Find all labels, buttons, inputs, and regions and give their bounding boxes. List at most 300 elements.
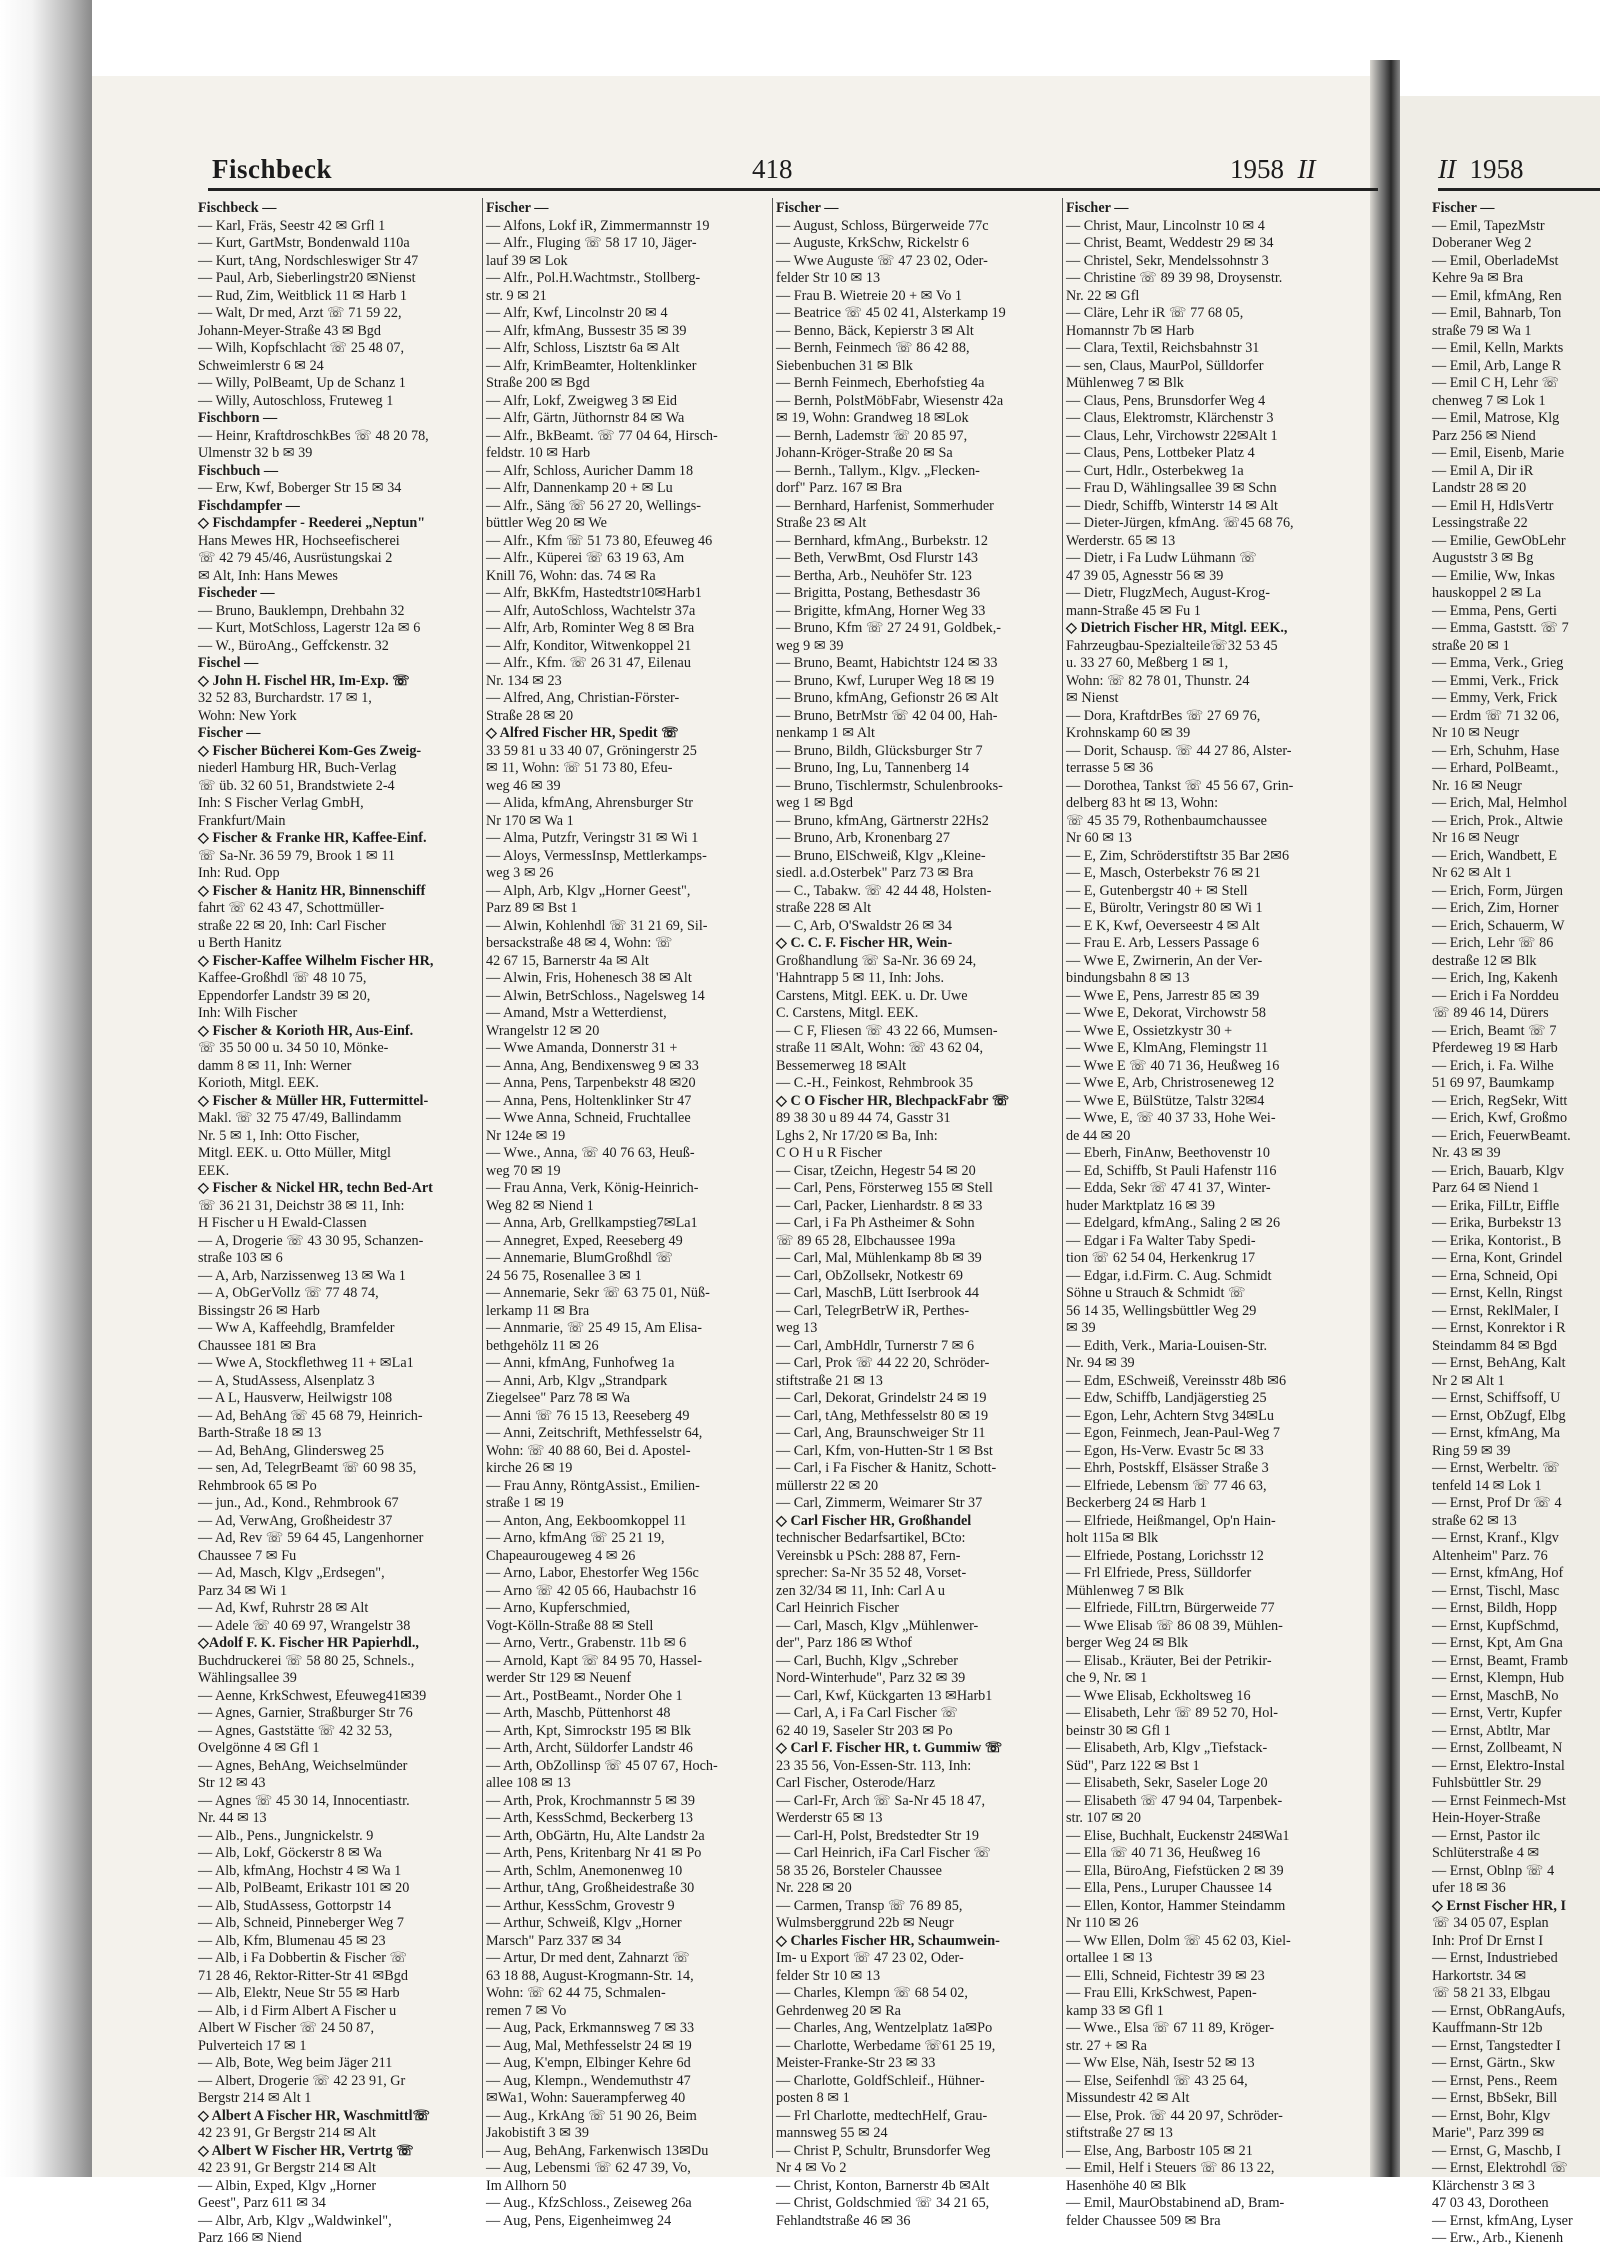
directory-entry-line: — Erich, Ing, Kakenh xyxy=(1432,970,1558,986)
directory-entry-line: Chaussee 181 ✉ Bra xyxy=(198,1337,316,1354)
directory-entry-line: — Bruno, Tischlermstr, Schulenbrooks- xyxy=(776,777,1003,794)
directory-entry-line: — Dietr, i Fa Ludw Lühmann ☏ xyxy=(1066,550,1257,566)
directory-entry-line: holt 115a ✉ Blk xyxy=(1066,1530,1159,1546)
directory-entry-line: — Carl, Mal, Mühlenkamp 8b ✉ 39 xyxy=(776,1250,982,1266)
directory-entry-line: — Emil, Matrose, Klg xyxy=(1432,410,1560,426)
volume-right: II xyxy=(1438,154,1456,184)
directory-entry-line: — Arno, Kupferschmied, xyxy=(486,1600,631,1616)
directory-entry-line: 23 35 56, Von-Essen-Str. 113, Inh: xyxy=(776,1757,972,1774)
directory-entry-line: — Erna, Kont, Grindel xyxy=(1432,1250,1563,1266)
directory-entry-line: H Fischer u H Ewald-Classen xyxy=(198,1215,367,1231)
directory-entry-line: — Alb, Schneid, Pinneberger Weg 7 xyxy=(198,1915,404,1931)
directory-entry-line: — Alfr, Schloss, Lisztstr 6a ✉ Alt xyxy=(486,340,680,356)
directory-entry-line: — Carl, Ang, Braunschweiger Str 11 xyxy=(776,1425,986,1441)
directory-entry-line: — Adele ☏ 40 69 97, Wrangelstr 38 xyxy=(198,1617,411,1634)
directory-entry-line: — Ernst, Klempn, Hub xyxy=(1432,1670,1565,1686)
directory-entry-line: Nr. 5 ✉ 1, Inh: Otto Fischer, xyxy=(198,1127,360,1144)
directory-entry-line: Ovelgönne 4 ✉ Gfl 1 xyxy=(198,1740,320,1756)
directory-entry-line: — Alfr., Pol.H.Wachtmstr., Stollberg- xyxy=(486,270,701,286)
directory-entry-line: — Arno, Labor, Ehestorfer Weg 156c xyxy=(486,1565,699,1581)
directory-entry-line: — Arth, Schlm, Anemonenweg 10 xyxy=(486,1862,683,1879)
directory-entry-line: — Erhard, PolBeamt., xyxy=(1432,760,1559,776)
directory-entry-line: — Heinr, KraftdroschkBes ☏ 48 20 78, xyxy=(198,427,429,444)
directory-entry-line: — Edgar i Fa Walter Taby Spedi- xyxy=(1066,1232,1256,1249)
directory-entry-line: Straße 200 ✉ Bgd xyxy=(486,375,590,391)
directory-entry-line: — Wwe., Elsa ☏ 67 11 89, Kröger- xyxy=(1066,2020,1275,2036)
directory-entry-line: 42 23 91, Gr Bergstr 214 ✉ Alt xyxy=(198,2125,376,2141)
directory-entry-line: — Wwe E, BülStütze, Talstr 32✉4 xyxy=(1066,1092,1265,1109)
directory-entry-line: — Erich, i. Fa. Wilhe xyxy=(1432,1057,1554,1074)
directory-entry-line: Kehre 9a ✉ Bra xyxy=(1432,270,1524,286)
directory-entry-line: — Erich, Zim, Horner xyxy=(1432,900,1559,916)
directory-entry-line: — Charles, Klempn ☏ 68 54 02, xyxy=(776,1985,968,2001)
directory-entry-line: — Emil, Eisenb, Marie xyxy=(1432,445,1564,461)
directory-entry-line: — A, StudAssess, Alsenplatz 3 xyxy=(198,1372,375,1389)
directory-entry-line: Missundestr 42 ✉ Alt xyxy=(1066,2090,1190,2106)
directory-entry-line: — Wwe E, Ossietzkystr 30 + xyxy=(1066,1022,1233,1039)
directory-entry-line: — Elisabeth ☏ 47 94 04, Tarpenbek- xyxy=(1066,1792,1283,1809)
directory-entry-line: ◇ Fischer & Hanitz HR, Binnenschiff xyxy=(198,882,426,899)
directory-entry-line: Makl. ☏ 32 75 47/49, Ballindamm xyxy=(198,1110,402,1126)
directory-entry-line: ☏ Sa-Nr. 36 59 79, Brook 1 ✉ 11 xyxy=(198,847,395,864)
directory-entry-line: siedl. a.d.Osterbek" Parz 73 ✉ Bra xyxy=(776,865,974,881)
directory-entry-line: — Anni, kfmAng, Funhofweg 1a xyxy=(486,1355,675,1371)
directory-entry-line: ☏ 89 46 14, Dürers xyxy=(1432,1005,1549,1021)
directory-entry-line: — Erich, Bauarb, Klgv xyxy=(1432,1162,1564,1179)
directory-entry-line: straße 62 ✉ 13 xyxy=(1432,1512,1517,1529)
directory-entry-line: Fischbuch — xyxy=(198,462,279,479)
directory-entry-line: — Aug, Pens, Eigenheimweg 24 xyxy=(486,2212,672,2229)
directory-entry-line: — Emil, Arb, Lange R xyxy=(1432,357,1562,374)
directory-entry-line: Johann-Meyer-Straße 43 ✉ Bgd xyxy=(198,322,381,339)
directory-entry-line: — Frau D, Wählingsallee 39 ✉ Schn xyxy=(1066,480,1277,496)
directory-entry-line: — C., Tabakw. ☏ 42 44 48, Holsten- xyxy=(776,882,992,899)
directory-entry-line: — Carl, Buchh, Klgv „Schreber xyxy=(776,1652,959,1669)
directory-entry-line: — Erich, Form, Jürgen xyxy=(1432,882,1563,899)
directory-entry-line: terrasse 5 ✉ 36 xyxy=(1066,760,1154,776)
directory-entry-line: lauf 39 ✉ Lok xyxy=(486,252,568,269)
directory-entry-line: — Erw., Arb., Kienenh xyxy=(1432,2230,1564,2246)
directory-entry-line: Werderstr 65 ✉ 13 xyxy=(776,1810,883,1826)
directory-entry-line: Doberaner Weg 2 xyxy=(1432,235,1532,251)
directory-entry-line: der", Parz 186 ✉ Wthof xyxy=(776,1635,913,1651)
directory-entry-line: — Wwe Auguste ☏ 47 23 02, Oder- xyxy=(776,252,988,269)
directory-entry-line: — Erika, Burbekstr 13 xyxy=(1432,1215,1562,1231)
directory-entry-line: — Edelgard, kfmAng., Saling 2 ✉ 26 xyxy=(1066,1215,1281,1231)
directory-entry-line: Siebenbuchen 31 ✉ Blk xyxy=(776,357,913,374)
directory-entry-line: — Carl, AmbHdlr, Turnerstr 7 ✉ 6 xyxy=(776,1337,975,1354)
directory-column-4 xyxy=(1066,200,1340,2229)
directory-entry-line: — Ed, Schiffb, St Pauli Hafenstr 116 xyxy=(1066,1162,1277,1179)
directory-entry-line: — Ww Else, Näh, Isestr 52 ✉ 13 xyxy=(1066,2055,1255,2071)
directory-entry-line: — Carl-Fr, Arch ☏ Sa-Nr 45 18 47, xyxy=(776,1792,986,1809)
directory-entry-line: — Artur, Dr med dent, Zahnarzt ☏ xyxy=(486,1950,690,1966)
directory-entry-line: — Alb, PolBeamt, Erikastr 101 ✉ 20 xyxy=(198,1880,410,1896)
directory-entry-line: — Egon, Feinmech, Jean-Paul-Weg 7 xyxy=(1066,1425,1280,1441)
directory-entry-line: — Wwe E, Pens, Jarrestr 85 ✉ 39 xyxy=(1066,987,1260,1004)
directory-entry-line: straße 1 ✉ 19 xyxy=(486,1495,564,1511)
directory-entry-line: — Else, Ang, Barbostr 105 ✉ 21 xyxy=(1066,2142,1253,2159)
directory-entry-line: — Alb, i Fa Dobbertin & Fischer ☏ xyxy=(198,1950,408,1966)
directory-entry-line: — Wwe Elisab, Eckholtsweg 16 xyxy=(1066,1687,1251,1704)
directory-entry-line: — Ernst, Beamt, Framb xyxy=(1432,1652,1568,1669)
directory-entry-line: ☏ 42 79 45/46, Ausrüstungskai 2 xyxy=(198,550,393,566)
directory-entry-line: — Clara, Textil, Reichsbahnstr 31 xyxy=(1066,340,1260,356)
directory-entry-line: — Bruno, ElSchweiß, Klgv „Kleine- xyxy=(776,847,986,864)
directory-entry-line: — Alfr., Kfm ☏ 51 73 80, Efeuweg 46 xyxy=(486,532,713,549)
directory-entry-line: stiftstraße 27 ✉ 13 xyxy=(1066,2125,1173,2141)
directory-entry-line: Fischbeck — xyxy=(198,200,277,216)
directory-entry-line: — Erich, Schauerm, W xyxy=(1432,917,1565,934)
directory-entry-line: — Bruno, Arb, Kronenbarg 27 xyxy=(776,830,950,846)
directory-entry-line: Harkortstr. 34 ✉ xyxy=(1432,1967,1527,1984)
directory-entry-line: Homannstr 7b ✉ Harb xyxy=(1066,322,1195,339)
directory-entry-line: — Erich, Beamt ☏ 7 xyxy=(1432,1022,1557,1039)
directory-entry-line: Auguststr 3 ✉ Bg xyxy=(1432,550,1534,566)
directory-entry-line: — Claus, Pens, Brunsdorfer Weg 4 xyxy=(1066,392,1266,409)
directory-entry-line: — Erich, Mal, Helmhol xyxy=(1432,795,1568,811)
directory-entry-line: Rehmbrook 65 ✉ Po xyxy=(198,1477,317,1494)
directory-entry-line: 47 03 43, Dorotheen xyxy=(1432,2195,1549,2211)
directory-entry-line: — Anni, Arb, Klgv „Strandpark xyxy=(486,1372,668,1389)
directory-entry-line: — Frau Elli, KrkSchwest, Papen- xyxy=(1066,1985,1257,2001)
directory-entry-line: Fischel — xyxy=(198,655,259,671)
directory-entry-line: C O H u R Fischer xyxy=(776,1145,883,1161)
directory-entry-line: chenweg 7 ✉ Lok 1 xyxy=(1432,392,1546,409)
directory-entry-line: Nr 2 ✉ Alt 1 xyxy=(1432,1372,1505,1389)
directory-entry-line: — Ernst, Elektro-Instal xyxy=(1432,1757,1565,1774)
directory-entry-line: Carstens, Mitgl. EEK. u. Dr. Uwe xyxy=(776,987,968,1004)
directory-entry-line: Wohn: ☏ 40 88 60, Bei d. Apostel- xyxy=(486,1442,691,1459)
directory-entry-line: — Wwe Amanda, Donnerstr 31 + xyxy=(486,1040,678,1056)
directory-entry-line: Nr. 22 ✉ Gfl xyxy=(1066,287,1140,304)
directory-entry-line: Fischer — xyxy=(486,200,549,216)
directory-entry-line: — Bruno, Bildh, Glücksburger Str 7 xyxy=(776,742,983,759)
directory-entry-line: Kaffee-Großhdl ☏ 48 10 75, xyxy=(198,970,367,986)
directory-entry-line: — August, Schloss, Bürgerweide 77c xyxy=(776,217,989,234)
directory-entry-line: allee 108 ✉ 13 xyxy=(486,1775,571,1791)
directory-entry-line: — Aug, Klempn., Wendemuthstr 47 xyxy=(486,2072,691,2089)
directory-entry-line: Nr. 16 ✉ Neugr xyxy=(1432,777,1522,794)
directory-entry-line: — Carmen, Transp ☏ 76 89 85, xyxy=(776,1897,963,1914)
directory-entry-line: — Alma, Putzfr, Veringstr 31 ✉ Wi 1 xyxy=(486,830,699,846)
directory-entry-line: ◇ Fischer & Müller HR, Futtermittel- xyxy=(198,1092,429,1109)
directory-entry-line: — Ernst, MaschB, No xyxy=(1432,1687,1559,1704)
directory-entry-line: — Auguste, KrkSchw, Rickelstr 6 xyxy=(776,235,969,251)
directory-entry-line: — Elisab., Kräuter, Bei der Petrikir- xyxy=(1066,1652,1272,1669)
running-head-year xyxy=(1230,154,1315,188)
directory-entry-line: — Agnes, Garnier, Straßburger Str 76 xyxy=(198,1705,413,1721)
running-head-keyword: Fischbeck xyxy=(212,154,333,184)
directory-entry-line: weg 1 ✉ Bgd xyxy=(776,795,853,811)
directory-entry-line: Straße 28 ✉ 20 xyxy=(486,707,574,724)
directory-entry-line: Nr 170 ✉ Wa 1 xyxy=(486,812,574,829)
directory-entry-line: — Else, Seifenhdl ☏ 43 25 64, xyxy=(1066,2072,1248,2089)
directory-column-3 xyxy=(776,200,1050,2229)
directory-entry-line: — Ernst, Pastor ilc xyxy=(1432,1827,1540,1844)
directory-entry-line: — Bruno, Bauklempn, Drehbahn 32 xyxy=(198,602,405,619)
directory-entry-line: Parz 166 ✉ Niend xyxy=(198,2230,302,2246)
directory-entry-line: ☏ 45 35 79, Rothenbaumchaussee xyxy=(1066,812,1267,829)
directory-entry-line: ✉ 11, Wohn: ☏ 51 73 80, Efeu- xyxy=(486,760,673,776)
directory-entry-line: Nr 124e ✉ 19 xyxy=(486,1127,566,1144)
directory-entry-line: — Cisar, tZeichn, Hegestr 54 ✉ 20 xyxy=(776,1162,976,1179)
directory-entry-line: — Annmarie, ☏ 25 49 15, Am Elisa- xyxy=(486,1320,702,1336)
directory-entry-line: Fehlandtstraße 46 ✉ 36 xyxy=(776,2212,911,2229)
directory-entry-line: — E, Gutenbergstr 40 + ✉ Stell xyxy=(1066,882,1248,899)
directory-entry-line: str. 27 + ✉ Ra xyxy=(1066,2037,1147,2054)
directory-entry-line: Nord-Winterhude", Parz 32 ✉ 39 xyxy=(776,1670,966,1686)
directory-entry-line: — Willy, Autoschloss, Fruteweg 1 xyxy=(198,392,394,409)
directory-entry-line: — Anni ☏ 76 15 13, Reeseberg 49 xyxy=(486,1407,690,1424)
directory-entry-line: — Carl, i Fa Fischer & Hanitz, Schott- xyxy=(776,1460,997,1476)
directory-entry-line: — Kurt, MotSchloss, Lagerstr 12a ✉ 6 xyxy=(198,620,421,636)
directory-entry-line: — Ernst, Bohr, Klgv xyxy=(1432,2107,1551,2124)
directory-entry-line: straße 228 ✉ Alt xyxy=(776,900,872,916)
directory-entry-line: ufer 18 ✉ 36 xyxy=(1432,1880,1506,1896)
directory-entry-line: 63 18 88, August-Krogmann-Str. 14, xyxy=(486,1967,694,1984)
directory-entry-line: — Aug, BehAng, Farkenwisch 13✉Du xyxy=(486,2142,709,2159)
directory-entry-line: Fahrzeugbau-Spezialteile☏32 53 45 xyxy=(1066,637,1278,654)
directory-entry-line: weg 70 ✉ 19 xyxy=(486,1162,561,1179)
directory-entry-line: — Egon, Hs-Verw. Evastr 5c ✉ 33 xyxy=(1066,1442,1264,1459)
directory-entry-line: — Christ P, Schultr, Brunsdorfer Weg xyxy=(776,2142,991,2159)
directory-entry-line: — Frau Anna, Verk, König-Heinrich- xyxy=(486,1180,699,1196)
year-left: 1958 xyxy=(1230,154,1284,184)
directory-entry-line: — Arth, Prok, Krochmannstr 5 ✉ 39 xyxy=(486,1792,695,1809)
directory-entry-line: — Wwe A, Stockflethweg 11 + ✉La1 xyxy=(198,1355,414,1371)
directory-entry-line: 42 23 91, Gr Bergstr 214 ✉ Alt xyxy=(198,2160,376,2176)
directory-entry-line: delberg 83 ht ✉ 13, Wohn: xyxy=(1066,795,1219,811)
directory-entry-line: Marsch" Parz 337 ✉ 34 xyxy=(486,1932,622,1949)
directory-entry-line: — Christ, Konton, Barnerstr 4b ✉Alt xyxy=(776,2177,990,2194)
directory-entry-line: — Albert, Drogerie ☏ 42 23 91, Gr xyxy=(198,2072,406,2089)
directory-entry-line: zen 32/34 ✉ 11, Inh: Carl A u xyxy=(776,1582,945,1599)
directory-entry-line: — Anna, Ang, Bendixensweg 9 ✉ 33 xyxy=(486,1057,699,1074)
directory-entry-line: — Albin, Exped, Klgv „Horner xyxy=(198,2177,377,2194)
directory-entry-line: — Alfr, Konditor, Witwenkoppel 21 xyxy=(486,637,692,654)
directory-entry-line: büttler Weg 20 ✉ We xyxy=(486,515,607,531)
directory-entry-line: — Emil A, Dir iR xyxy=(1432,462,1534,479)
directory-entry-line: — Ernst, Abtltr, Mar xyxy=(1432,1722,1551,1739)
directory-entry-line: Lghs 2, Nr 17/20 ✉ Ba, Inh: xyxy=(776,1127,938,1144)
directory-entry-line: — Alb, StudAssess, Gottorpstr 14 xyxy=(198,1897,392,1914)
directory-entry-line: — Elisabeth, Arb, Klgv „Tiefstack- xyxy=(1066,1740,1268,1756)
directory-entry-line: Fischer — xyxy=(1066,200,1129,216)
directory-entry-line: — Erh, Schuhm, Hase xyxy=(1432,742,1560,759)
directory-entry-line: Inh: Rud. Opp xyxy=(198,865,280,881)
directory-entry-line: hauskoppel 2 ✉ La xyxy=(1432,585,1542,601)
directory-column-right-page xyxy=(1432,200,1600,2246)
directory-entry-line: ◇ Fischer & Korioth HR, Aus-Einf. xyxy=(198,1022,414,1039)
directory-entry-line: Schweimlerstr 6 ✉ 24 xyxy=(198,357,324,374)
directory-entry-line: — Agnes, BehAng, Weichselmünder xyxy=(198,1757,408,1774)
directory-entry-line: — Elise, Buchhalt, Euckenstr 24✉Wa1 xyxy=(1066,1827,1290,1844)
directory-entry-line: — Ernst, Tangstedter I xyxy=(1432,2037,1561,2054)
directory-entry-line: ◇ C O Fischer HR, BlechpackFabr ☏ xyxy=(776,1092,1010,1109)
directory-entry-line: — Ernst, Kpt, Am Gna xyxy=(1432,1635,1563,1651)
directory-entry-line: — Bernh, PolstMöbFabr, Wiesenstr 42a xyxy=(776,392,1004,409)
directory-entry-line: Hasenhöhe 40 ✉ Blk xyxy=(1066,2177,1187,2194)
directory-entry-line: — Carl, Masch, Klgv „Mühlenwer- xyxy=(776,1617,979,1634)
directory-entry-line: tenfeld 14 ✉ Lok 1 xyxy=(1432,1477,1542,1494)
directory-entry-line: — Arno, kfmAng ☏ 25 21 19, xyxy=(486,1530,665,1546)
directory-entry-line: — Bernh, Lademstr ☏ 20 85 97, xyxy=(776,427,968,444)
directory-entry-line: — Aug, K'empn, Elbinger Kehre 6d xyxy=(486,2055,691,2071)
directory-entry-line: — Else, Prok. ☏ 44 20 97, Schröder- xyxy=(1066,2107,1283,2124)
directory-entry-line: — Erich, Kwf, Großmo xyxy=(1432,1110,1568,1126)
directory-entry-line: — Wwe E, Zwirnerin, An der Ver- xyxy=(1066,952,1263,969)
directory-entry-line: Barth-Straße 18 ✉ 13 xyxy=(198,1425,322,1441)
directory-entry-line: — Aug, Pack, Erkmannsweg 7 ✉ 33 xyxy=(486,2020,695,2036)
directory-entry-line: — A, Arb, Narzissenweg 13 ✉ Wa 1 xyxy=(198,1267,406,1284)
running-head-right-page xyxy=(1438,154,1523,188)
book-spine-shadow xyxy=(1370,60,1400,2177)
directory-entry-line: — Ernst, kfmAng, Lyser xyxy=(1432,2212,1573,2229)
directory-entry-line: — Dietr, FlugzMech, August-Krog- xyxy=(1066,585,1270,601)
directory-entry-line: — Ernst, KupfSchmd, xyxy=(1432,1617,1559,1634)
directory-entry-line: — Agnes ☏ 45 30 14, Innocentiastr. xyxy=(198,1792,410,1809)
directory-entry-line: Fischeder — xyxy=(198,585,275,601)
directory-entry-line: — Aug., KrkAng ☏ 51 90 26, Beim xyxy=(486,2107,697,2124)
directory-entry-line: — Frl Charlotte, medtechHelf, Grau- xyxy=(776,2107,988,2124)
directory-entry-line: — Charles, Ang, Wentzelplatz 1a✉Po xyxy=(776,2020,993,2036)
directory-entry-line: huder Marktplatz 16 ✉ 39 xyxy=(1066,1197,1215,1214)
directory-entry-line: technischer Bedarfsartikel, BCto: xyxy=(776,1530,966,1546)
directory-entry-line: — Frau Anny, RöntgAssist., Emilien- xyxy=(486,1477,700,1494)
directory-entry-line: — Erich, Lehr ☏ 86 xyxy=(1432,935,1554,951)
directory-entry-line: — Bernh., Tallym., Klgv. „Flecken- xyxy=(776,462,980,479)
directory-entry-line: kamp 33 ✉ Gfl 1 xyxy=(1066,2002,1164,2019)
directory-entry-line: bersackstraße 48 ✉ 4, Wohn: ☏ xyxy=(486,935,673,951)
directory-entry-line: 47 39 05, Agnesstr 56 ✉ 39 xyxy=(1066,567,1224,584)
directory-entry-line: — Elfriede, Postang, Lorichsstr 12 xyxy=(1066,1547,1264,1564)
directory-entry-line: — Charlotte, Werbedame ☏61 25 19, xyxy=(776,2037,996,2054)
directory-entry-line: — Alfr, Gärtn, Jüthornstr 84 ✉ Wa xyxy=(486,410,685,426)
directory-entry-line: — Cläre, Lehr iR ☏ 77 68 05, xyxy=(1066,305,1244,321)
directory-entry-line: — Alfred, Ang, Christian-Förster- xyxy=(486,690,680,706)
directory-entry-line: — Ww A, Kaffeehdlg, Bramfelder xyxy=(198,1320,395,1336)
directory-entry-line: — Ellen, Kontor, Hammer Steindamm xyxy=(1066,1897,1286,1914)
directory-entry-line: Nr 4 ✉ Vo 2 xyxy=(776,2160,847,2176)
directory-entry-line: Bessemerweg 18 ✉Alt xyxy=(776,1057,907,1074)
directory-entry-line: — Elisabeth, Lehr ☏ 89 52 70, Hol- xyxy=(1066,1705,1278,1721)
directory-entry-line: — Emma, Gaststt. ☏ 7 xyxy=(1432,620,1569,636)
directory-entry-line: — Ella ☏ 40 71 36, Heußweg 16 xyxy=(1066,1845,1261,1861)
directory-entry-line: — Elisabeth, Sekr, Saseler Loge 20 xyxy=(1066,1775,1268,1791)
directory-entry-line: Parz 34 ✉ Wi 1 xyxy=(198,1582,288,1599)
directory-entry-line: — Walt, Dr med, Arzt ☏ 71 59 22, xyxy=(198,305,402,321)
directory-entry-line: — Bernhard, kfmAng., Burbekstr. 12 xyxy=(776,532,988,549)
directory-entry-line: — Frau E. Arb, Lessers Passage 6 xyxy=(1066,935,1260,951)
directory-entry-line: Nr. 94 ✉ 39 xyxy=(1066,1355,1135,1371)
directory-entry-line: — Christ, Beamt, Weddestr 29 ✉ 34 xyxy=(1066,235,1274,251)
directory-entry-line: ortallee 1 ✉ 13 xyxy=(1066,1950,1153,1966)
directory-entry-line: stiftstraße 21 ✉ 13 xyxy=(776,1372,883,1389)
directory-entry-line: — Curt, Hdlr., Osterbekweg 1a xyxy=(1066,462,1244,479)
directory-column-1 xyxy=(198,200,472,2246)
directory-entry-line: Johann-Kröger-Straße 20 ✉ Sa xyxy=(776,445,953,461)
directory-entry-line: Nr. 44 ✉ 13 xyxy=(198,1810,267,1826)
directory-entry-line: — Alfr., BkBeamt. ☏ 77 04 64, Hirsch- xyxy=(486,427,718,444)
directory-entry-line: — Ernst, Pens., Reem xyxy=(1432,2072,1558,2089)
directory-entry-line: Hein-Hoyer-Straße xyxy=(1432,1810,1541,1826)
directory-entry-line: Klärchenstr 3 ✉ 3 xyxy=(1432,2177,1535,2194)
directory-entry-line: — Karl, Fräs, Seestr 42 ✉ Grfl 1 xyxy=(198,217,386,234)
directory-entry-line: — C.-H., Feinkost, Rehmbrook 35 xyxy=(776,1075,974,1091)
directory-entry-line: Bergstr 214 ✉ Alt 1 xyxy=(198,2090,312,2106)
directory-entry-line: Str 12 ✉ 43 xyxy=(198,1775,266,1791)
directory-entry-line: — Aenne, KrkSchwest, Efeuweg41✉39 xyxy=(198,1687,427,1704)
directory-entry-line: — Bruno, Kwf, Luruper Weg 18 ✉ 19 xyxy=(776,672,995,689)
directory-entry-line: — Carl, ObZollsekr, Notkestr 69 xyxy=(776,1267,963,1284)
directory-entry-line: — Kurt, GartMstr, Bondenwald 110a xyxy=(198,235,410,251)
book-gutter-shadow xyxy=(0,0,92,2177)
directory-entry-line: damm 8 ✉ 11, Inh: Werner xyxy=(198,1057,352,1074)
directory-entry-line: 89 38 30 u 89 44 74, Gasstr 31 xyxy=(776,1110,951,1126)
directory-entry-line: Fischer — xyxy=(776,200,839,216)
directory-entry-line: müllerstr 22 ✉ 20 xyxy=(776,1477,879,1494)
directory-entry-line: che 9, Nr. ✉ 1 xyxy=(1066,1670,1148,1686)
directory-entry-line: — Arth, KessSchmd, Beckerberg 13 xyxy=(486,1810,693,1826)
directory-entry-line: — Agnes, Gaststätte ☏ 42 32 53, xyxy=(198,1722,393,1739)
directory-entry-line: — Annemarie, BlumGroßhdl ☏ xyxy=(486,1250,674,1266)
directory-entry-line: — Wwe E, Dekorat, Virchowstr 58 xyxy=(1066,1005,1266,1021)
directory-entry-line: — Arthur, Schweiß, Klgv „Horner xyxy=(486,1915,682,1931)
directory-entry-line: — Ad, Rev ☏ 59 64 45, Langenhorner xyxy=(198,1530,424,1546)
directory-entry-line: Nr 16 ✉ Neugr xyxy=(1432,830,1520,846)
directory-entry-line: — Ernst, Prof Dr ☏ 4 xyxy=(1432,1495,1562,1511)
directory-entry-line: — Brigitte, kfmAng, Horner Weg 33 xyxy=(776,602,986,619)
directory-entry-line: Vogt-Kölln-Straße 88 ✉ Stell xyxy=(486,1617,654,1634)
directory-entry-line: — Alfr, Dannenkamp 20 + ✉ Lu xyxy=(486,480,673,496)
directory-entry-line: 62 40 19, Saseler Str 203 ✉ Po xyxy=(776,1722,953,1739)
directory-entry-line: — Erna, Schneid, Opi xyxy=(1432,1267,1558,1284)
directory-entry-line: — Emmi, Verk., Frick xyxy=(1432,672,1559,689)
directory-entry-line: Knill 76, Wohn: das. 74 ✉ Ra xyxy=(486,567,656,584)
directory-entry-line: Fischborn — xyxy=(198,410,278,426)
directory-entry-line: niederl Hamburg HR, Buch-Verlag xyxy=(198,760,397,776)
directory-entry-line: — Beatrice ☏ 45 02 41, Alsterkamp 19 xyxy=(776,305,1006,321)
directory-entry-line: — Alph, Arb, Klgv „Horner Geest", xyxy=(486,882,691,899)
column-divider xyxy=(482,198,483,2158)
directory-entry-line: 33 59 81 u 33 40 07, Gröningerstr 25 xyxy=(486,742,697,759)
directory-entry-line: — Arth, Kpt, Simrockstr 195 ✉ Blk xyxy=(486,1722,691,1739)
directory-entry-line: — Anni, Zeitschrift, Methfesselstr 64, xyxy=(486,1425,703,1441)
directory-entry-line: Straße 23 ✉ Alt xyxy=(776,515,867,531)
directory-entry-line: — Aug, Lebensmi ☏ 62 47 39, Vo, xyxy=(486,2160,691,2176)
directory-entry-line: kirche 26 ✉ 19 xyxy=(486,1460,573,1476)
directory-entry-line: 71 28 46, Rektor-Ritter-Str 41 ✉Bgd xyxy=(198,1967,408,1984)
directory-entry-line: — Alb, kfmAng, Hochstr 4 ✉ Wa 1 xyxy=(198,1862,402,1879)
directory-entry-line: — Wwe E, KlmAng, Flemingstr 11 xyxy=(1066,1040,1269,1056)
directory-entry-line: — Edm, ESchweiß, Vereinsstr 48b ✉6 xyxy=(1066,1372,1287,1389)
directory-entry-line: — Ernst, Konrektor i R xyxy=(1432,1320,1566,1336)
directory-entry-line: — Elfriede, Lebensm ☏ 77 46 63, xyxy=(1066,1477,1267,1494)
directory-entry-line: Mühlenweg 7 ✉ Blk xyxy=(1066,1582,1184,1599)
directory-entry-line: — Carl, MaschB, Lütt Iserbrook 44 xyxy=(776,1285,979,1301)
directory-entry-line: — Ernst, Bildh, Hopp xyxy=(1432,1600,1557,1616)
directory-entry-line: — Ernst, Werbeltr. ☏ xyxy=(1432,1460,1560,1476)
directory-entry-line: ◇ Dietrich Fischer HR, Mitgl. EEK., xyxy=(1066,620,1288,636)
directory-entry-line: 24 56 75, Rosenallee 3 ✉ 1 xyxy=(486,1267,642,1284)
directory-entry-line: Geest", Parz 611 ✉ 34 xyxy=(198,2195,326,2211)
directory-entry-line: Nr. 228 ✉ 20 xyxy=(776,1880,852,1896)
directory-entry-line: — Carl, tAng, Methfesselstr 80 ✉ 19 xyxy=(776,1407,989,1424)
directory-entry-line: — Ehrh, Postskff, Elsässer Straße 3 xyxy=(1066,1460,1269,1476)
directory-entry-line: — Emilie, Ww, Inkas xyxy=(1432,567,1555,584)
directory-entry-line: — Arthur, tAng, Großheidestraße 30 xyxy=(486,1880,695,1896)
